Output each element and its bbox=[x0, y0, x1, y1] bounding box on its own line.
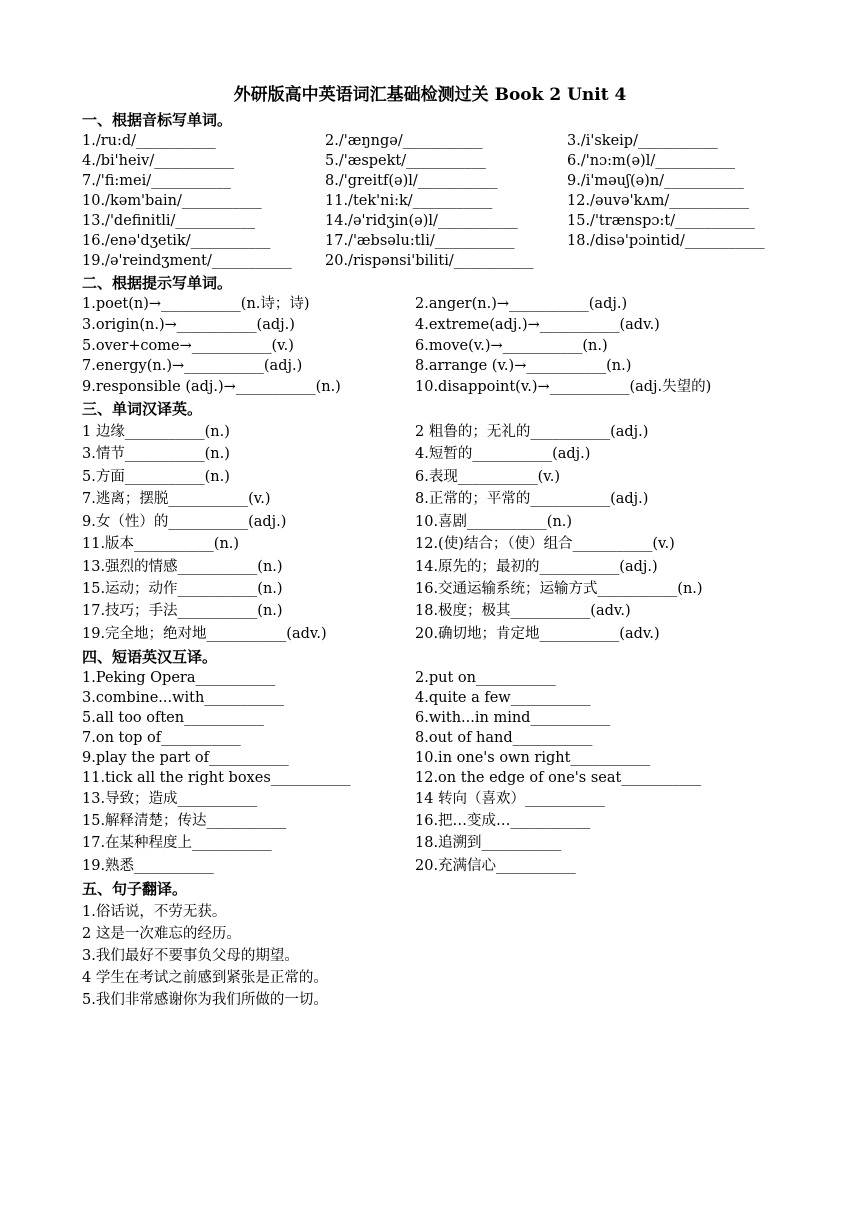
section-2-row bbox=[0, 315, 860, 335]
word-form-item: 10.disappoint(v.)→___________(adj.失望的) bbox=[415, 379, 712, 395]
section-2-row bbox=[0, 377, 860, 397]
phonetic-item: 18./disə'pɔintid/___________ bbox=[567, 233, 765, 249]
sentence-item: 5.我们非常感谢你为我们所做的一切。 bbox=[82, 992, 328, 1008]
word-form-item: 9.responsible (adj.)→___________(n.) bbox=[82, 379, 341, 395]
section-2-row bbox=[0, 294, 860, 314]
section-3-row bbox=[0, 489, 860, 509]
phrase-item: 17.在某种程度上___________ bbox=[82, 835, 272, 851]
translation-item: 2 粗鲁的；无礼的___________(adj.) bbox=[415, 424, 649, 440]
phonetic-item: 6./'nɔ:m(ə)l/___________ bbox=[567, 153, 735, 169]
section-2-row bbox=[0, 336, 860, 356]
phrase-item: 6.with...in mind___________ bbox=[415, 710, 611, 726]
section-3-row bbox=[0, 512, 860, 532]
translation-item: 3.情节___________(n.) bbox=[82, 446, 230, 462]
section-4-row bbox=[0, 748, 860, 768]
section-4-row bbox=[0, 789, 860, 809]
phrase-item: 13.导致；造成___________ bbox=[82, 791, 258, 807]
section-4-row bbox=[0, 728, 860, 748]
section-4-row bbox=[0, 856, 860, 876]
translation-item: 17.技巧；手法___________(n.) bbox=[82, 603, 283, 619]
word-form-item: 7.energy(n.)→___________(adj.) bbox=[82, 358, 303, 374]
word-form-item: 4.extreme(adj.)→___________(adv.) bbox=[415, 317, 660, 333]
translation-item: 16.交通运输系统；运输方式___________(n.) bbox=[415, 581, 703, 597]
phonetic-item: 20./rispənsi'biliti/___________ bbox=[325, 253, 534, 269]
translation-item: 11.版本___________(n.) bbox=[82, 536, 240, 552]
translation-item: 4.短暂的___________(adj.) bbox=[415, 446, 591, 462]
phrase-item: 3.combine...with___________ bbox=[82, 690, 285, 706]
section-1-row bbox=[0, 171, 860, 191]
section-3-row bbox=[0, 444, 860, 464]
section-1-heading: 一、根据音标写单词。 bbox=[82, 111, 233, 129]
sentence-item: 4 学生在考试之前感到紧张是正常的。 bbox=[82, 970, 328, 986]
phonetic-item: 3./i'skeip/___________ bbox=[567, 133, 718, 149]
section-4-row bbox=[0, 708, 860, 728]
phrase-item: 7.on top of___________ bbox=[82, 730, 241, 746]
phrase-item: 10.in one's own right___________ bbox=[415, 750, 651, 766]
section-2-heading: 二、根据提示写单词。 bbox=[82, 274, 233, 292]
translation-item: 14.原先的；最初的___________(adj.) bbox=[415, 559, 658, 575]
phrase-item: 11.tick all the right boxes___________ bbox=[82, 770, 351, 786]
word-form-item: 3.origin(n.)→___________(adj.) bbox=[82, 317, 295, 333]
phrase-item: 15.解释清楚；传达___________ bbox=[82, 813, 287, 829]
section-3-row bbox=[0, 624, 860, 644]
phrase-item: 1.Peking Opera___________ bbox=[82, 670, 276, 686]
section-1-row bbox=[0, 231, 860, 251]
translation-item: 13.强烈的情感___________(n.) bbox=[82, 559, 283, 575]
translation-item: 18.极度；极其___________(adv.) bbox=[415, 603, 631, 619]
phrase-item: 16.把…变成…___________ bbox=[415, 813, 591, 829]
section-1-row bbox=[0, 251, 860, 271]
translation-item: 12.(使)结合；（使）组合___________(v.) bbox=[415, 536, 675, 552]
section-3-row bbox=[0, 422, 860, 442]
phrase-item: 19.熟悉___________ bbox=[82, 858, 214, 874]
phrase-item: 18.追溯到___________ bbox=[415, 835, 562, 851]
phonetic-item: 14./ə'ridʒin(ə)l/___________ bbox=[325, 213, 518, 229]
section-3-row bbox=[0, 467, 860, 487]
section-4-row bbox=[0, 668, 860, 688]
section-1-row bbox=[0, 131, 860, 151]
phonetic-item: 11./tek'ni:k/___________ bbox=[325, 193, 493, 209]
phrase-item: 12.on the edge of one's seat___________ bbox=[415, 770, 702, 786]
phrase-item: 14 转向（喜欢）___________ bbox=[415, 791, 605, 807]
word-form-item: 8.arrange (v.)→___________(n.) bbox=[415, 358, 632, 374]
phonetic-item: 8./'greitf(ə)l/___________ bbox=[325, 173, 498, 189]
phonetic-item: 17./'æbsəlu:tli/___________ bbox=[325, 233, 515, 249]
translation-item: 20.确切地；肯定地___________(adv.) bbox=[415, 626, 660, 642]
translation-item: 19.完全地；绝对地___________(adv.) bbox=[82, 626, 327, 642]
word-form-item: 5.over+come→___________(v.) bbox=[82, 338, 294, 354]
phonetic-item: 5./'æspekt/___________ bbox=[325, 153, 486, 169]
translation-item: 7.逃离；摆脱___________(v.) bbox=[82, 491, 271, 507]
phonetic-item: 1./ru:d/___________ bbox=[82, 133, 216, 149]
phrase-item: 4.quite a few___________ bbox=[415, 690, 591, 706]
section-3-row bbox=[0, 557, 860, 577]
translation-item: 5.方面___________(n.) bbox=[82, 469, 230, 485]
phonetic-item: 16./enə'dʒetik/___________ bbox=[82, 233, 271, 249]
section-4-row bbox=[0, 688, 860, 708]
phonetic-item: 12./əuvə'kʌm/___________ bbox=[567, 193, 749, 209]
phonetic-item: 9./i'məuʃ(ə)n/___________ bbox=[567, 173, 744, 189]
sentence-item: 2 这是一次难忘的经历。 bbox=[82, 926, 241, 942]
section-3-row bbox=[0, 579, 860, 599]
phonetic-item: 7./'fi:mei/___________ bbox=[82, 173, 231, 189]
phrase-item: 2.put on___________ bbox=[415, 670, 556, 686]
word-form-item: 1.poet(n)→___________(n.诗；诗) bbox=[82, 296, 310, 312]
phonetic-item: 19./ə'reindʒment/___________ bbox=[82, 253, 292, 269]
translation-item: 6.表现___________(v.) bbox=[415, 469, 560, 485]
section-4-row bbox=[0, 811, 860, 831]
sentence-item: 3.我们最好不要事负父母的期望。 bbox=[82, 948, 299, 964]
translation-item: 15.运动；动作___________(n.) bbox=[82, 581, 283, 597]
section-3-row bbox=[0, 534, 860, 554]
phrase-item: 8.out of hand___________ bbox=[415, 730, 593, 746]
phonetic-item: 2./'æŋngə/___________ bbox=[325, 133, 483, 149]
phrase-item: 20.充满信心___________ bbox=[415, 858, 576, 874]
section-4-row bbox=[0, 768, 860, 788]
phonetic-item: 4./bi'heiv/___________ bbox=[82, 153, 235, 169]
section-1-row bbox=[0, 151, 860, 171]
word-form-item: 6.move(v.)→___________(n.) bbox=[415, 338, 608, 354]
section-1-row bbox=[0, 211, 860, 231]
section-4-heading: 四、短语英汉互译。 bbox=[82, 648, 218, 666]
page-title: 外研版高中英语词汇基础检测过关 Book 2 Unit 4 bbox=[233, 85, 627, 105]
phrase-item: 9.play the part of___________ bbox=[82, 750, 289, 766]
translation-item: 10.喜剧___________(n.) bbox=[415, 514, 573, 530]
section-1-row bbox=[0, 191, 860, 211]
translation-item: 1 边缘___________(n.) bbox=[82, 424, 230, 440]
section-4-row bbox=[0, 833, 860, 853]
phrase-item: 5.all too often___________ bbox=[82, 710, 264, 726]
word-form-item: 2.anger(n.)→___________(adj.) bbox=[415, 296, 628, 312]
section-3-heading: 三、单词汉译英。 bbox=[82, 400, 203, 418]
section-2-row bbox=[0, 356, 860, 376]
translation-item: 9.女（性）的___________(adj.) bbox=[82, 514, 287, 530]
phonetic-item: 15./'trænspɔ:t/___________ bbox=[567, 213, 755, 229]
phonetic-item: 10./kəm'bain/___________ bbox=[82, 193, 262, 209]
phonetic-item: 13./'definitli/___________ bbox=[82, 213, 256, 229]
section-5-heading: 五、句子翻译。 bbox=[82, 880, 188, 898]
translation-item: 8.正常的；平常的___________(adj.) bbox=[415, 491, 649, 507]
section-3-row bbox=[0, 601, 860, 621]
sentence-item: 1.俗话说，不劳无获。 bbox=[82, 904, 227, 920]
